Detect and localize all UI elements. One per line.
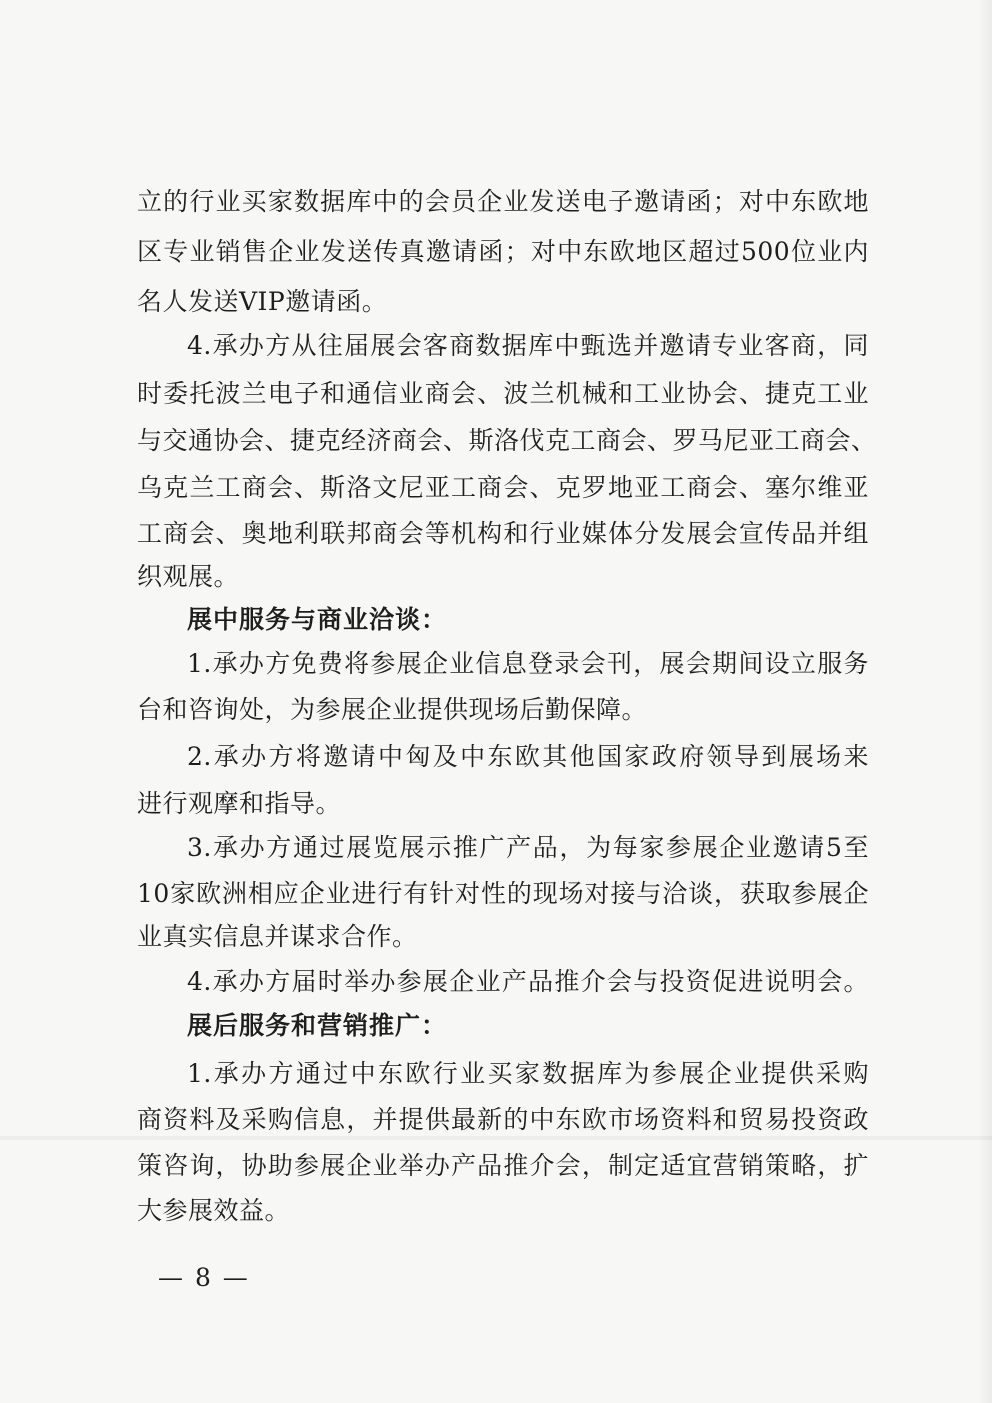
paragraph-line: 与交通协会、捷克经济商会、斯洛伐克工商会、罗马尼亚工商会、 xyxy=(137,426,877,455)
paragraph-line: 1.承办方免费将参展企业信息登录会刊，展会期间设立服务 xyxy=(187,649,869,678)
paragraph-line: 织观展。 xyxy=(137,562,240,591)
paragraph-line: 2.承办方将邀请中匈及中东欧其他国家政府领导到展场来 xyxy=(187,742,869,771)
scan-shadow xyxy=(978,0,992,1403)
paragraph-line: 进行观摩和指导。 xyxy=(137,789,342,818)
paragraph-line: 1.承办方通过中东欧行业买家数据库为参展企业提供采购 xyxy=(187,1059,869,1088)
section-heading: 展中服务与商业洽谈： xyxy=(187,605,448,634)
paragraph-line: 商资料及采购信息，并提供最新的中东欧市场资料和贸易投资政 xyxy=(137,1105,869,1134)
scan-band xyxy=(0,1136,992,1140)
paragraph-line: 乌克兰工商会、斯洛文尼亚工商会、克罗地亚工商会、塞尔维亚 xyxy=(137,473,869,502)
paragraph-line: 业真实信息并谋求合作。 xyxy=(137,922,418,951)
paragraph-line: 4.承办方从往届展会客商数据库中甄选并邀请专业客商，同 xyxy=(187,331,869,360)
paragraph-line: 4.承办方届时举办参展企业产品推介会与投资促进说明会。 xyxy=(187,967,869,996)
paragraph-line: 策咨询，协助参展企业举办产品推介会，制定适宜营销策略，扩 xyxy=(137,1151,869,1180)
paragraph-line: 3.承办方通过展览展示推广产品，为每家参展企业邀请5至 xyxy=(187,833,869,862)
paragraph-line: 工商会、奥地利联邦商会等机构和行业媒体分发展会宣传品并组 xyxy=(137,519,869,548)
paragraph-line: 大参展效益。 xyxy=(137,1196,291,1225)
page-number: — 8 — xyxy=(158,1263,250,1292)
paragraph-line: 时委托波兰电子和通信业商会、波兰机械和工业协会、捷克工业 xyxy=(137,379,869,408)
paragraph-line: 台和咨询处，为参展企业提供现场后勤保障。 xyxy=(137,695,648,724)
paragraph-line: 区专业销售企业发送传真邀请函；对中东欧地区超过500位业内 xyxy=(137,237,869,266)
section-heading: 展后服务和营销推广： xyxy=(187,1011,448,1040)
paragraph-line: 10家欧洲相应企业进行有针对性的现场对接与洽谈，获取参展企 xyxy=(137,879,869,908)
paragraph-line: 立的行业买家数据库中的会员企业发送电子邀请函；对中东欧地 xyxy=(137,187,869,216)
paragraph-line: 名人发送VIP邀请函。 xyxy=(137,287,388,316)
